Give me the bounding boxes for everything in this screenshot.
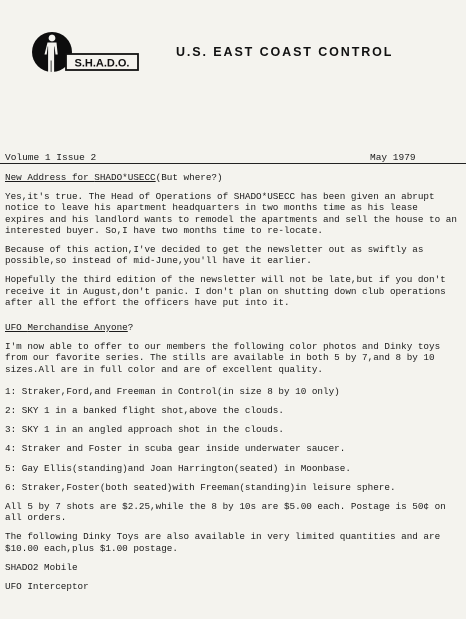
list-item: 5: Gay Ellis(standing)and Joan Harrington(seated) in Moonbase. bbox=[5, 462, 351, 474]
paragraph-dinky-toys: The following Dinky Toys are also available in very limited quantities and are $10.00 each,plus $1.00 postage. bbox=[5, 531, 441, 554]
list-item: 2: SKY 1 in a banked flight shot,above the clouds. bbox=[5, 405, 284, 417]
toy-item: SHADO2 Mobile bbox=[5, 561, 78, 573]
issue-date: May 1979 bbox=[370, 152, 416, 163]
list-item: 3: SKY 1 in an angled approach shot in the clouds. bbox=[5, 424, 284, 436]
list-item: 1: Straker,Ford,and Freeman in Control(in size 8 by 10 only) bbox=[5, 385, 340, 397]
paragraph-third-edition: Hopefully the third edition of the newsletter will not be late,but if you don't receive it in August,don't panic. I don't plan on shutting down club operations after all the effort the officers have put into it. bbox=[5, 274, 446, 308]
newsletter-body bbox=[5, 172, 458, 600]
shado-logo bbox=[30, 28, 142, 80]
list-item: 4: Straker and Foster in scuba gear inside underwater saucer. bbox=[5, 443, 346, 455]
section-heading-merchandise: UFO Merchandise Anyone? bbox=[5, 322, 134, 334]
paragraph-relocation: Yes,it's true. The Head of Operations of SHADO*USECC has been given an abrupt notice to leave his apartment headquarters in two months time as his lease expires and his landlord wants to remodel the apartments and sell the house to an interested buyer. So,I have two months time to re-locate. bbox=[5, 191, 457, 236]
list-item: 6: Straker,Foster(both seated)with Freeman(standing)in leisure sphere. bbox=[5, 481, 396, 493]
paragraph-prices: All 5 by 7 shots are $2.25,while the 8 by 10s are $5.00 each. Postage is 50¢ on all orders. bbox=[5, 501, 446, 524]
header-rule bbox=[0, 163, 466, 164]
logo-text: S.H.A.D.O. bbox=[74, 57, 130, 70]
issue-number: Volume 1 Issue 2 bbox=[5, 152, 97, 163]
paragraph-early-release: Because of this action,I've decided to get the newsletter out as swiftly as possible,so instead of mid-June,you'll have it earlier. bbox=[5, 244, 424, 267]
section-heading-new-address: New Address for SHADO*USECC(But where?) bbox=[5, 172, 223, 183]
masthead-title: U.S. EAST COAST CONTROL bbox=[176, 45, 394, 59]
paragraph-merch-intro: I'm now able to offer to our members the following color photos and Dinky toys from our favorite series. The stills are available in both 5 by 7,and 8 by 10 sizes.All are in full color and are of excellent quality. bbox=[5, 341, 441, 375]
toy-item: UFO Interceptor bbox=[5, 581, 89, 593]
